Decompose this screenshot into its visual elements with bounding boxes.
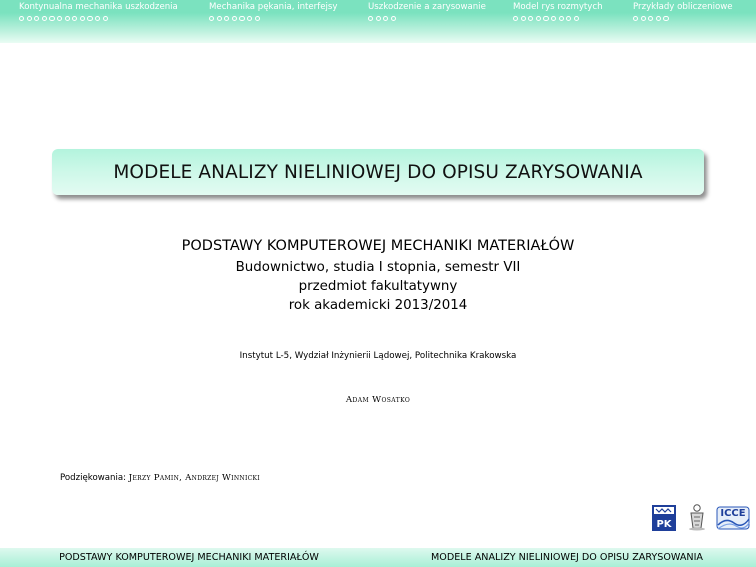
academic-year-line: rok akademicki 2013/2014 — [288, 298, 468, 313]
slide-dot[interactable] — [559, 16, 564, 21]
nav-section-smeared-crack-model[interactable] — [513, 2, 603, 21]
slide-dot[interactable] — [19, 16, 24, 21]
slide-dot[interactable] — [103, 16, 108, 21]
nav-section-continuum-damage[interactable] — [19, 2, 178, 21]
title-box — [52, 149, 704, 195]
slide-dot[interactable] — [656, 16, 661, 21]
slide-dot[interactable] — [566, 16, 571, 21]
nav-section-fracture-mechanics[interactable] — [209, 2, 337, 21]
nav-section-dots — [209, 16, 337, 21]
slide-dot[interactable] — [648, 16, 653, 21]
slide-dot[interactable] — [641, 16, 646, 21]
pk-logo-icon — [652, 505, 676, 531]
slide-dot[interactable] — [209, 16, 214, 21]
presentation-title: MODELE ANALIZY NIELINIOWEJ DO OPISU ZARYSOWANIA — [113, 161, 643, 183]
svg-text:ICCE: ICCE — [720, 508, 746, 519]
slide-dot[interactable] — [239, 16, 244, 21]
slide-dot[interactable] — [383, 16, 388, 21]
slide-dot[interactable] — [27, 16, 32, 21]
nav-section-dots — [633, 16, 733, 21]
nav-section-examples[interactable] — [633, 2, 733, 21]
nav-section-label[interactable]: Mechanika pękania, interfejsy — [209, 2, 338, 12]
slide-dot[interactable] — [663, 16, 668, 21]
nav-section-label[interactable]: Kontynualna mechanika uszkodzenia — [19, 2, 178, 12]
slide-dot[interactable] — [224, 16, 229, 21]
slide-dot[interactable] — [551, 16, 556, 21]
slide-dot[interactable] — [80, 16, 85, 21]
slide-dot[interactable] — [633, 16, 638, 21]
slide-dot[interactable] — [247, 16, 252, 21]
slide-dot[interactable] — [49, 16, 54, 21]
svg-text:PK: PK — [656, 519, 672, 530]
footer-course-name: PODSTAWY KOMPUTEROWEJ MECHANIKI MATERIAŁÓW — [59, 552, 319, 563]
icce-logo-icon — [716, 503, 750, 531]
nav-section-dots — [513, 16, 603, 21]
acknowledgements-label: Podziękowania: — [60, 473, 126, 483]
slide-dot[interactable] — [574, 16, 579, 21]
author: Adam Wosatko — [345, 395, 411, 405]
slide-dot[interactable] — [65, 16, 70, 21]
section-navigation-bar — [0, 0, 756, 43]
acknowledgements-names: Jerzy Pamin, Andrzej Winnicki — [128, 473, 260, 483]
footer-presentation-title: MODELE ANALIZY NIELINIOWEJ DO OPISU ZARYSOWANIA — [430, 552, 704, 563]
nav-section-dots — [19, 16, 178, 21]
slide-dot[interactable] — [513, 16, 518, 21]
footer-bar — [0, 548, 756, 567]
nav-section-dots — [368, 16, 486, 21]
course-name: PODSTAWY KOMPUTEROWEJ MECHANIKI MATERIAŁÓW — [181, 238, 575, 254]
slide-dot[interactable] — [528, 16, 533, 21]
slide-dot[interactable] — [521, 16, 526, 21]
slide-dot[interactable] — [42, 16, 47, 21]
slide-dot[interactable] — [255, 16, 260, 21]
slide-dot[interactable] — [57, 16, 62, 21]
slide-dot[interactable] — [536, 16, 541, 21]
nav-section-damage-cracking[interactable] — [368, 2, 486, 21]
university-crest-icon — [686, 503, 708, 531]
nav-section-label[interactable]: Model rys rozmytych — [513, 2, 603, 12]
nav-section-label[interactable]: Przykłady obliczeniowe — [633, 2, 733, 12]
slide-dot[interactable] — [368, 16, 373, 21]
nav-section-label[interactable]: Uszkodzenie a zarysowanie — [368, 2, 486, 12]
slide-dot[interactable] — [391, 16, 396, 21]
slide-dot[interactable] — [95, 16, 100, 21]
slide-dot[interactable] — [72, 16, 77, 21]
slide-dot[interactable] — [87, 16, 92, 21]
slide-dot[interactable] — [217, 16, 222, 21]
institute: Instytut L-5, Wydział Inżynierii Lądowej, Politechnika Krakowska — [239, 351, 517, 361]
acknowledgements — [60, 473, 260, 483]
slide-dot[interactable] — [543, 16, 548, 21]
course-type-line: przedmiot fakultatywny — [298, 279, 458, 294]
slide-dot[interactable] — [34, 16, 39, 21]
slide-dot[interactable] — [232, 16, 237, 21]
slide-dot[interactable] — [376, 16, 381, 21]
course-study-line: Budownictwo, studia I stopnia, semestr VII — [235, 260, 521, 275]
